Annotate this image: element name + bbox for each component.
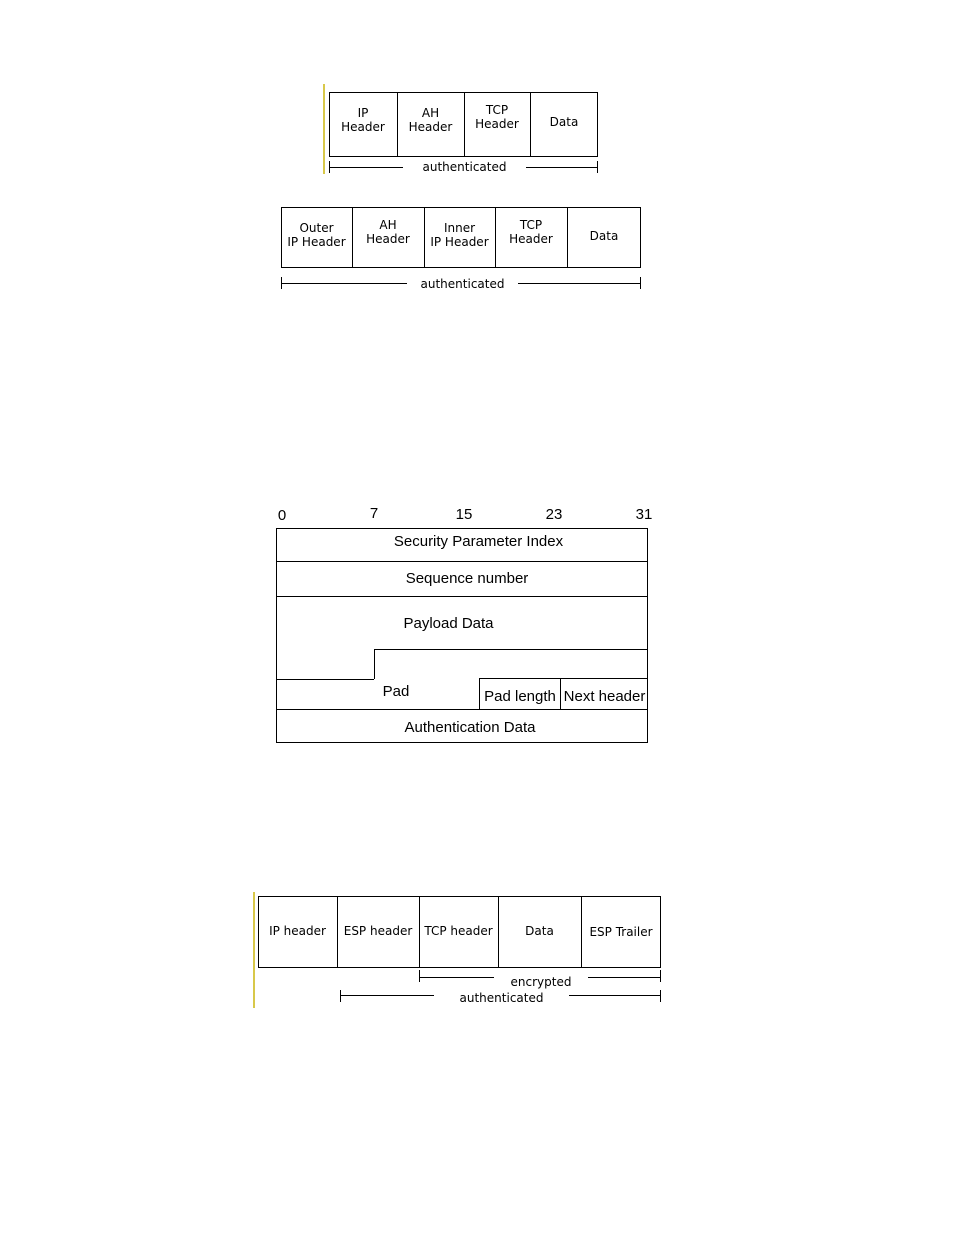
- tcp-header-cell: TCP Header: [509, 218, 553, 246]
- bit-label-0: 0: [277, 507, 287, 524]
- pad-length-field: Pad length: [484, 688, 556, 705]
- encrypted-tick-left: [419, 970, 420, 982]
- pad-boundary: [374, 649, 375, 679]
- spi-field: Security Parameter Index: [393, 533, 564, 550]
- trailer-top: [479, 678, 648, 679]
- span-line-right: [518, 283, 641, 284]
- tcp-header-cell: TCP header: [424, 924, 493, 938]
- authenticated-line-left: [340, 995, 434, 996]
- next-header-field: Next header: [563, 688, 646, 705]
- pad-boundary: [276, 679, 374, 680]
- payload-data-field: Payload Data: [403, 615, 494, 632]
- esp-header-cell: ESP header: [343, 924, 413, 938]
- pad-field: Pad: [382, 683, 410, 700]
- span-line-left: [281, 283, 407, 284]
- inner-ip-header-cell: Inner IP Header: [430, 221, 489, 249]
- data-cell: Data: [549, 115, 579, 129]
- ip-header-cell: IP Header: [341, 105, 385, 134]
- encrypted-tick-right: [660, 970, 661, 982]
- data-cell: Data: [589, 229, 619, 243]
- authenticated-line-right: [569, 995, 661, 996]
- ah-header-cell: AH Header: [366, 218, 410, 246]
- encrypted-line-left: [419, 977, 494, 978]
- row-divider: [276, 596, 648, 597]
- bit-label-7: 7: [369, 505, 379, 522]
- data-cell: Data: [525, 924, 554, 938]
- tcp-header-cell: TCP Header: [475, 103, 519, 131]
- ip-header-cell: IP header: [269, 924, 326, 938]
- bit-label-15: 15: [455, 506, 473, 523]
- left-accent-bar: [253, 892, 255, 1008]
- authentication-data-field: Authentication Data: [404, 719, 536, 736]
- authenticated-tick-left: [340, 990, 341, 1002]
- left-accent-bar: [323, 84, 325, 174]
- span-line-right: [526, 167, 598, 168]
- row-divider: [276, 709, 648, 710]
- row-divider: [276, 561, 648, 562]
- authenticated-tick-right: [660, 990, 661, 1002]
- esp-trailer-cell: ESP Trailer: [589, 925, 653, 939]
- authenticated-label: authenticated: [422, 160, 507, 174]
- bit-label-31: 31: [635, 506, 653, 523]
- encrypted-label: encrypted: [510, 975, 572, 989]
- outer-ip-header-cell: Outer IP Header: [287, 221, 346, 249]
- sequence-number-field: Sequence number: [405, 570, 529, 587]
- authenticated-label: authenticated: [459, 991, 544, 1005]
- span-line-left: [329, 167, 403, 168]
- pad-boundary: [374, 649, 648, 650]
- bit-label-23: 23: [545, 506, 563, 523]
- ah-header-cell: AH Header: [408, 105, 453, 134]
- authenticated-label: authenticated: [420, 277, 505, 291]
- encrypted-line-right: [588, 977, 661, 978]
